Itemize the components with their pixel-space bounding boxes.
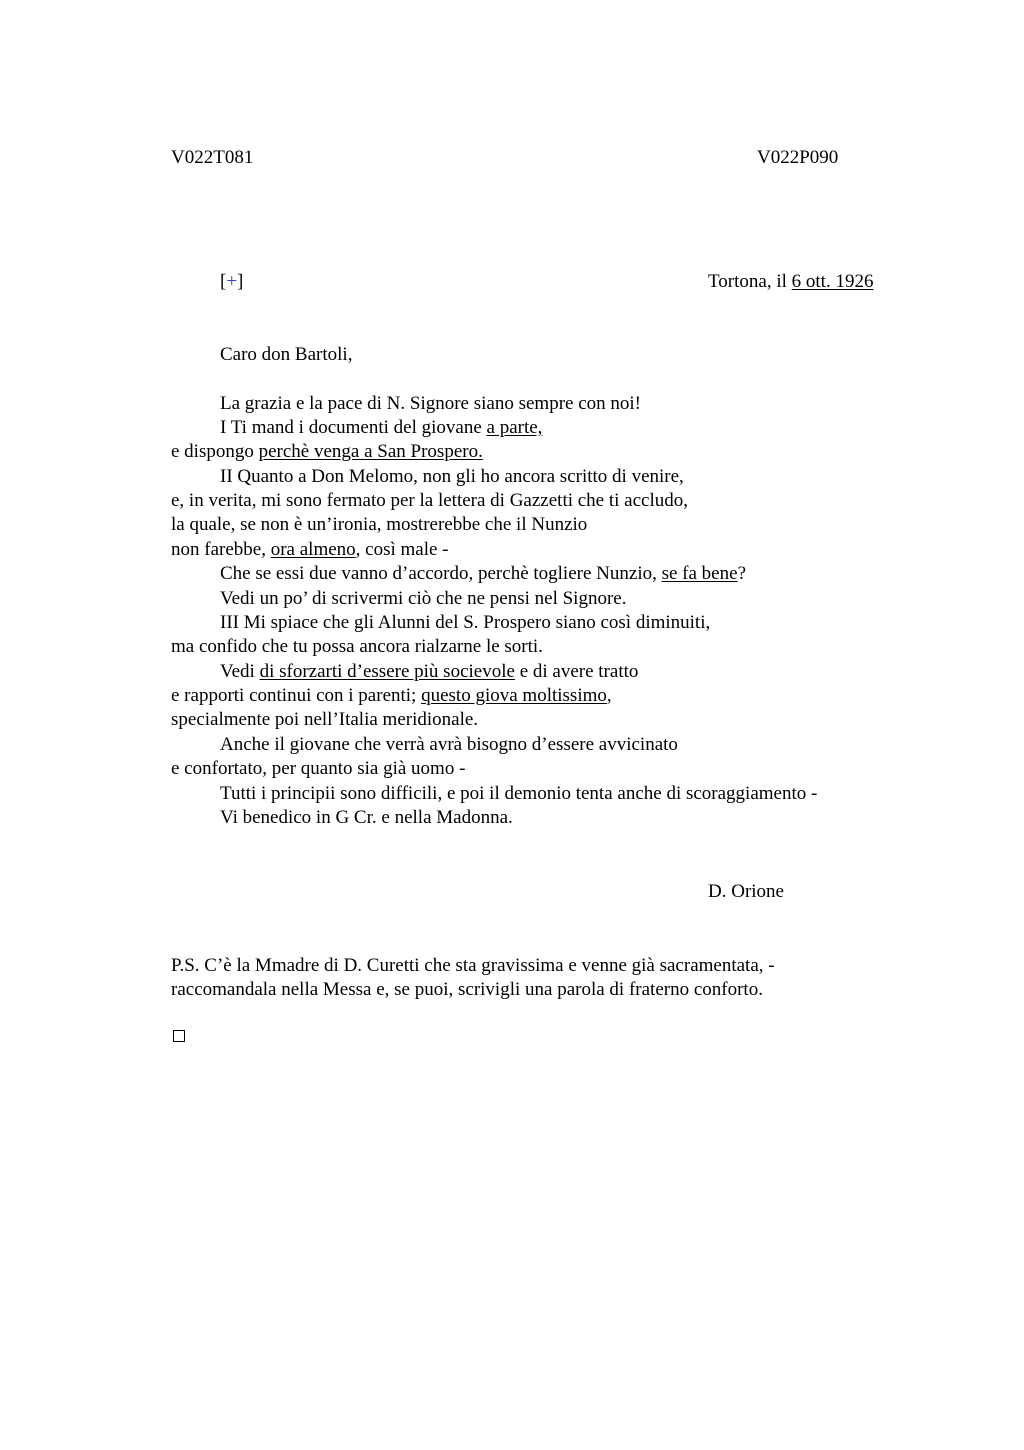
header-left-code: V022T081 — [171, 147, 254, 168]
body-line: La grazia e la pace di N. Signore siano sempre con noi! — [220, 393, 642, 414]
body-line — [220, 660, 638, 684]
body-line: Anche il giovane che verrà avrà bisogno d’essere avvicinato — [220, 734, 678, 755]
body-text: I Ti mand i documenti del giovane — [220, 417, 487, 438]
body-text: , — [606, 685, 612, 706]
body-line — [220, 562, 746, 586]
dateline-date: 6 ott. 1926 — [791, 271, 874, 292]
body-line: III Mi spiace che gli Alunni del S. Prospero siano così diminuiti, — [220, 612, 711, 633]
cross-symbol: + — [226, 271, 238, 292]
underlined-text: se fa bene — [661, 563, 738, 584]
body-line — [171, 440, 483, 464]
body-line: ma confido che tu possa ancora rialzarne le sorti. — [171, 636, 543, 657]
body-line: la quale, se non è un’ironia, mostrerebbe che il Nunzio — [171, 514, 588, 535]
body-text: Vedi — [220, 661, 260, 682]
body-text: Che se essi due vanno d’accordo, perchè togliere Nunzio, — [220, 563, 662, 584]
body-line: Vi benedico in G Cr. e nella Madonna. — [220, 807, 513, 828]
underlined-text: di sforzarti d’essere più socievole — [259, 661, 515, 682]
body-line: II Quanto a Don Melomo, non gli ho ancora scritto di venire, — [220, 466, 684, 487]
underlined-text: questo giova moltissimo — [421, 685, 607, 706]
body-line — [171, 684, 612, 708]
salutation: Caro don Bartoli, — [220, 344, 353, 365]
body-line: Vedi un po’ di scrivermi ciò che ne pensi nel Signore. — [220, 588, 627, 609]
body-text: non farebbe, — [171, 539, 271, 560]
underlined-text: ora almeno — [270, 539, 356, 560]
body-line — [220, 416, 542, 440]
body-line: e confortato, per quanto sia già uomo - — [171, 758, 466, 779]
header-right-code: V022P090 — [757, 147, 839, 168]
body-text: e di avere tratto — [514, 661, 639, 682]
underlined-text: a parte, — [486, 417, 543, 438]
dateline — [708, 270, 873, 294]
postscript-line: P.S. C’è la Mmadre di D. Curetti che sta gravissima e venne già sacramentata, - — [171, 955, 775, 976]
cross-open-bracket: [ — [220, 271, 227, 292]
cross-close-bracket: ] — [237, 271, 244, 292]
body-line: e, in verita, mi sono fermato per la lettera di Gazzetti che ti accludo, — [171, 490, 688, 511]
cross-mark — [220, 270, 243, 294]
body-line: Tutti i principii sono difficili, e poi il demonio tenta anche di scoraggiamento - — [220, 783, 818, 804]
body-text: ? — [737, 563, 746, 584]
body-line — [171, 538, 449, 562]
signature: D. Orione — [708, 881, 784, 902]
body-text: e rapporti continui con i parenti; — [171, 685, 422, 706]
end-box-icon — [173, 1030, 185, 1042]
underlined-text: perchè venga a San Prospero. — [258, 441, 483, 462]
postscript-line: raccomandala nella Messa e, se puoi, scrivigli una parola di fraterno conforto. — [171, 979, 763, 1000]
body-line: specialmente poi nell’Italia meridionale. — [171, 709, 479, 730]
body-text: e dispongo — [171, 441, 259, 462]
body-text: , così male - — [355, 539, 449, 560]
dateline-prefix: Tortona, il — [708, 271, 792, 292]
